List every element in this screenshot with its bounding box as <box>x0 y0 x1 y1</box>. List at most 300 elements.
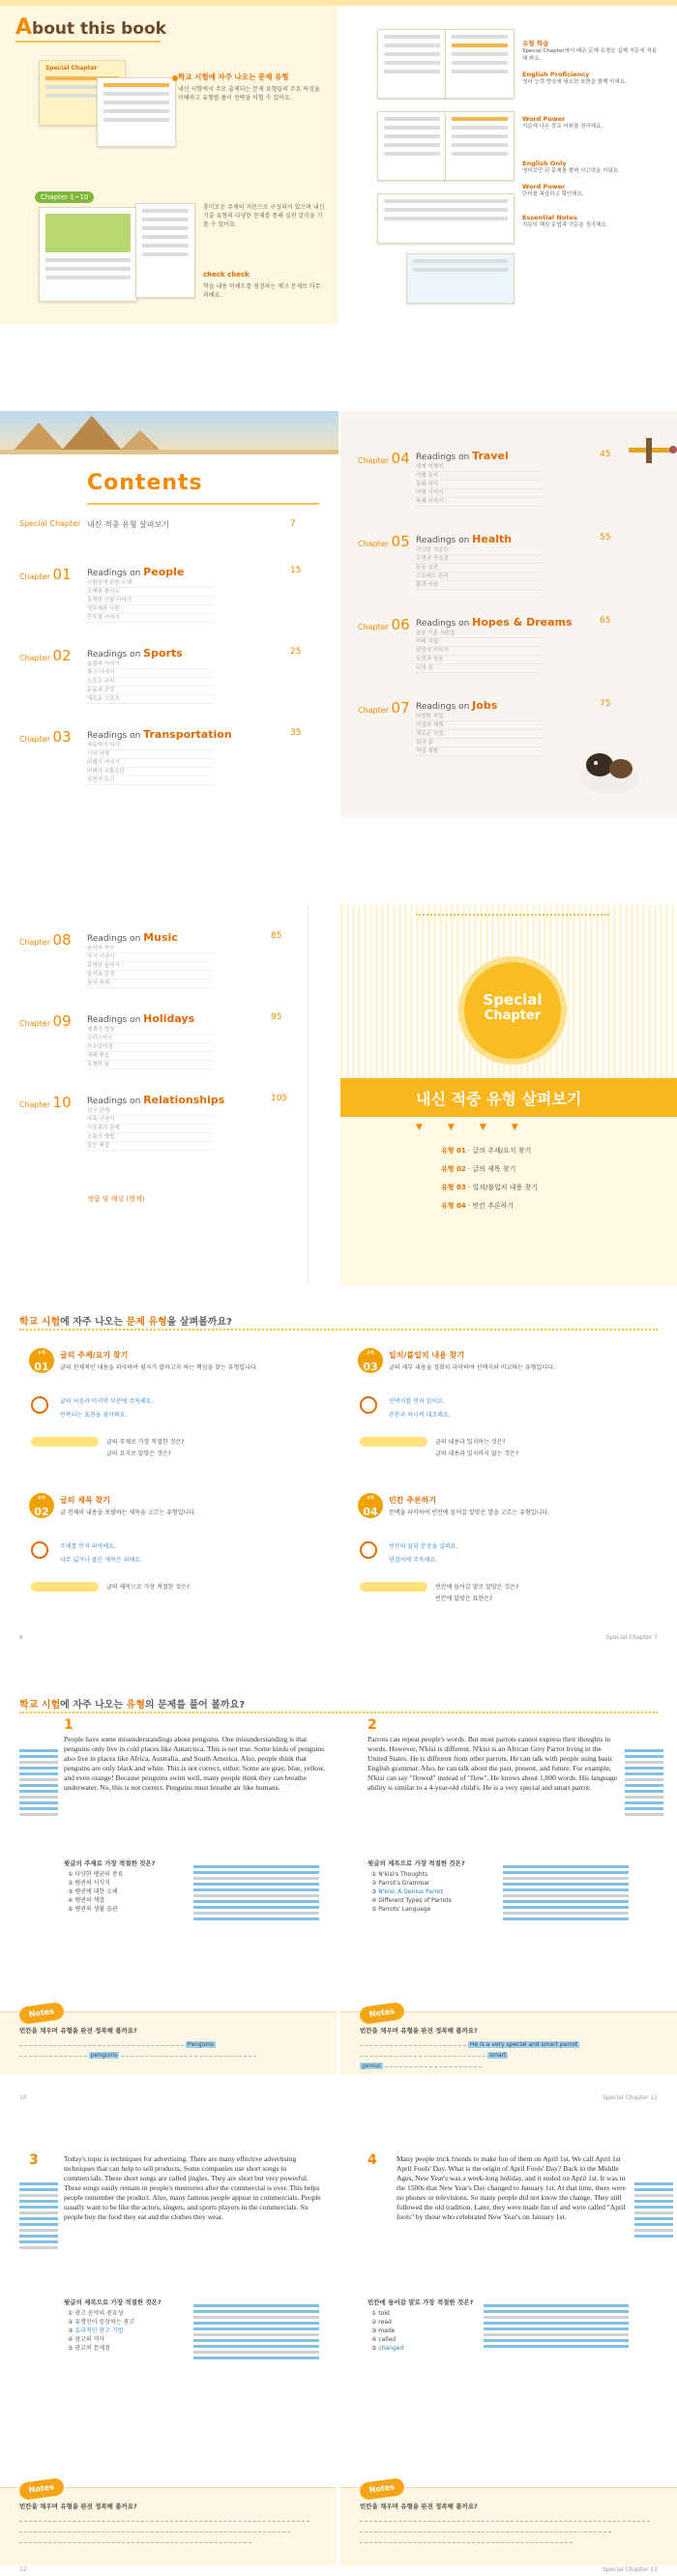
passage-4-question: 빈칸에 들어갈 말로 가장 적절한 것은? <box>368 2298 474 2306</box>
notes-answer-line <box>360 2039 669 2071</box>
explanation-notes <box>503 1862 629 1923</box>
answer-option-text: 광고의 문제점 <box>74 2345 110 2352</box>
right-item-heading: English Proficiency <box>522 71 590 78</box>
answer-option-text: told <box>378 2310 390 2317</box>
toc-chapter-label <box>358 616 416 633</box>
type-card-num-text: 03 <box>363 1361 378 1373</box>
toc-item: 직업의 세계 <box>416 721 542 730</box>
practice-heading-b: 에 자주 나오는 <box>60 1700 127 1711</box>
passage-2-question: 윗글의 제목으로 가장 적절한 것은? <box>368 1859 465 1867</box>
margin-notes <box>634 2180 673 2240</box>
toc-item: 자동차의 역사 <box>87 742 213 750</box>
contents-special-spread <box>0 904 677 1286</box>
right-item-heading: English Only <box>522 160 567 167</box>
answer-option[interactable]: ① told <box>371 2310 390 2317</box>
type-card-qtag <box>360 1437 427 1447</box>
toc-item: 새해 풍습 <box>87 1052 213 1061</box>
answer-option[interactable]: ② 유명인이 등장하는 광고 <box>68 2319 135 2326</box>
answer-option[interactable]: ④ 펭귄의 색깔 <box>68 1897 105 1904</box>
toc-chapter-num: 05 <box>391 533 410 550</box>
type-card-question: 글의 주제로 가장 적절한 것은? <box>106 1439 185 1446</box>
toc-chapter-word: Chapter <box>358 540 389 548</box>
answer-option-text: 펭귄의 색깔 <box>74 1897 105 1904</box>
practice-spread-a <box>0 1692 677 2108</box>
toc-chapter-label <box>19 647 77 664</box>
toc-chapter-label <box>19 931 77 949</box>
special-chapter-tag: Special Chapter <box>45 65 98 72</box>
type-card-num <box>29 1348 54 1373</box>
type-card-tag: 유형 <box>38 1350 45 1355</box>
right-items <box>522 39 658 229</box>
chapter-desc-visible <box>203 203 325 229</box>
toc-chapter-title <box>87 647 183 659</box>
answer-option[interactable]: ① N'kisi's Thoughts <box>371 1871 428 1878</box>
type-card-question: 글의 내용과 일치하지 않는 것은? <box>435 1450 519 1457</box>
type-card-num-text: 02 <box>34 1506 49 1518</box>
plane-icon <box>619 430 677 469</box>
chapter-preview <box>39 207 137 302</box>
toc-item: 스트레스 관리 <box>416 572 542 581</box>
toc-item: 가족 이야기 <box>87 1116 213 1125</box>
type-card-num <box>29 1493 54 1518</box>
passage-4-options <box>371 2309 403 2353</box>
about-title-rule <box>15 41 161 43</box>
toc-topic: Sports <box>143 647 183 659</box>
answer-option[interactable]: ② read <box>371 2319 392 2326</box>
magnifier-icon <box>31 1541 48 1559</box>
toc-items <box>416 713 542 756</box>
special-type-item[interactable]: 유형 01 · 글의 주제/요지 찾기 <box>441 1147 532 1155</box>
toc-item: 새로운 스포츠 <box>87 695 213 704</box>
practice-preview-3 <box>377 111 447 181</box>
toc-item: 사람들에 관한 오해 <box>87 579 213 588</box>
toc-chapter-num: 06 <box>391 616 410 633</box>
margin-notes <box>625 1746 663 1819</box>
toc-item: 일과 삶 <box>416 739 542 747</box>
right-item <box>522 71 658 86</box>
toc-page: 45 <box>600 450 611 459</box>
practice-preview-5 <box>377 193 515 244</box>
type-card-num <box>358 1493 383 1518</box>
toc-page: 55 <box>600 533 611 542</box>
types-heading-rule <box>19 1329 658 1331</box>
toc-item: 수면의 중요성 <box>416 555 542 564</box>
special-type-text: 일치/불일치 내용 찾기 <box>472 1184 539 1191</box>
contents-title: Contents <box>87 471 203 495</box>
toc-page: 25 <box>290 647 302 657</box>
answer-option[interactable]: ④ called <box>371 2336 397 2343</box>
toc-item: 꿈을 이룬 사람들 <box>416 629 542 638</box>
toc-item: 미래의 교통수단 <box>87 768 213 776</box>
notes-tag: Notes <box>18 2477 65 2501</box>
toc-chapter-word: Chapter <box>19 572 50 581</box>
answer-option-text: 유명인이 등장하는 광고 <box>74 2319 135 2326</box>
answer-key[interactable]: 정답 및 해설 (별책) <box>87 1195 145 1203</box>
toc-chapter-title <box>87 931 178 944</box>
type-card-title: 글의 제목 찾기 <box>60 1496 110 1505</box>
types-heading <box>19 1313 232 1328</box>
about-title <box>15 15 166 40</box>
types-spread <box>0 1305 677 1649</box>
answer-option-text: 광고 음악의 중요성 <box>74 2310 124 2317</box>
passage-2-options <box>371 1870 452 1914</box>
type-card-title: 빈칸 추론하기 <box>389 1496 437 1505</box>
toc-chapter-num: 07 <box>391 699 410 717</box>
special-type-item[interactable]: 유형 02 · 글의 제목 찾기 <box>441 1165 516 1173</box>
toc-item: 유명한 인물 이야기 <box>87 597 213 605</box>
type-card-question: 빈칸에 들어갈 말로 알맞은 것은? <box>435 1584 519 1591</box>
type-card-question: 글의 내용과 일치하는 것은? <box>435 1439 506 1446</box>
toc-item: 새로운 직업 <box>416 730 542 739</box>
special-banner-dots <box>416 914 609 920</box>
toc-readings-on: Readings on <box>87 1097 141 1106</box>
right-item <box>522 115 658 131</box>
toc-item: 스포츠 규칙 <box>87 678 213 687</box>
toc-topic: Music <box>143 931 178 944</box>
answer-option[interactable]: ③ made <box>371 2327 396 2334</box>
toc-readings-on: Readings on <box>87 650 141 659</box>
toc-chapter-title <box>416 533 512 545</box>
answer-option[interactable]: ④ 광고의 역사 <box>68 2336 105 2343</box>
check-desc: 학습 내용 이해도를 점검하는 체크 문제로 마무리해요. <box>203 283 321 299</box>
notes-box-right <box>340 2006 677 2074</box>
toc-item: 나의 꿈 <box>416 664 542 673</box>
toc-chapter-num: 01 <box>52 566 72 583</box>
special-type-label: 유형 04 <box>441 1202 466 1210</box>
contents-rule <box>87 503 319 505</box>
passage-number: 4 <box>368 2152 377 2168</box>
right-item-desc: 단어를 복습하고 확인해요. <box>522 191 584 197</box>
types-heading-b: 에 자주 나오는 <box>60 1317 127 1328</box>
special-type-text: 빈칸 추론하기 <box>472 1202 515 1210</box>
toc-chapter-word: Chapter <box>19 938 50 947</box>
toc-readings-on: Readings on <box>416 536 470 545</box>
essential-notes-preview <box>406 253 515 304</box>
chapter-desc-text: 흥미로운 주제의 지문으로 구성되어 있으며 내신 기출 유형의 다양한 문제를 통해 실전 감각을 기를 수 있어요. <box>203 204 325 228</box>
spread-gap <box>0 1649 677 1692</box>
magnifier-icon <box>360 1396 377 1414</box>
practice-heading-a: 학교 시험 <box>19 1700 61 1711</box>
toc-topic: Health <box>472 533 513 545</box>
toc-item: 음악과 감정 <box>87 971 213 980</box>
right-item-desc: 영어 능력 향상에 필요한 표현을 함께 익혀요. <box>522 79 627 85</box>
toc-chapter-label <box>358 533 416 550</box>
toc-chapter-title <box>416 616 573 629</box>
right-item-desc: Special Chapter에서 배운 문제 유형을 실제 지문에 적용해 봐요. <box>522 48 658 62</box>
chapter-tag: Chapter 1~10 <box>35 191 94 203</box>
toc-item: 친구 관계 <box>87 1107 213 1116</box>
type-card-title: 글의 주제/요지 찾기 <box>60 1351 129 1360</box>
answer-option-text: called <box>378 2336 397 2343</box>
right-item <box>522 160 658 175</box>
answer-option[interactable]: ② 펭귄의 서식지 <box>68 1880 110 1887</box>
answer-option-text: 펭귄의 생활 습관 <box>74 1906 118 1913</box>
toc-item: 세계 여행지 <box>416 463 542 472</box>
toc-items <box>87 1026 213 1069</box>
answer-option-text: 광고의 역사 <box>74 2336 105 2343</box>
notes-answer-line <box>360 2515 660 2547</box>
passage-3-text: Today's topic is techniques for advertising. There are many effective advertising techniques that can help to sell products. Some companies use short songs in commercials. These short songs are called jingles. They are short but very powerful. These songs easily remain in people's memories after the commercial is over. This helps people remember the product. Also, many famous people appear in commercials. People usually want to be like the actors, singers, and sports players in the commercials. So people buy the food they eat and the clothes they wear. <box>64 2154 321 2221</box>
margin-notes <box>19 2180 58 2252</box>
toc-chapter-title <box>87 1012 194 1025</box>
toc-topic: Transportation <box>143 728 232 741</box>
notes-box-right <box>340 2482 677 2565</box>
answer-option[interactable]: ⑤ 펭귄의 생활 습관 <box>68 1906 118 1913</box>
special-type-item[interactable]: 유형 04 · 빈칸 추론하기 <box>441 1202 515 1210</box>
answer-option-text: 효과적인 광고 기법 <box>74 2327 124 2334</box>
toc-topic: Jobs <box>472 699 498 712</box>
right-item <box>522 183 658 198</box>
type-card-desc: 글의 전체적인 내용을 파악하여 필자가 말하고자 하는 핵심을 찾는 유형입니다. <box>60 1364 258 1371</box>
toc-item: 올림픽 이야기 <box>87 660 213 669</box>
type-card-num-text: 01 <box>34 1361 49 1373</box>
answer-option-text: 펭귄의 서식지 <box>74 1880 110 1887</box>
magnifier-icon <box>360 1541 377 1559</box>
toc-item: 자전거 도시 <box>87 776 213 785</box>
toc-chapter-word: Chapter <box>358 706 389 715</box>
pyramids-svg <box>0 411 338 454</box>
toc-chapter-label <box>19 1094 77 1111</box>
toc-items <box>416 546 542 590</box>
toc-item: 특별한 날 <box>87 1061 213 1069</box>
answer-option[interactable]: ② Parrot's Grammar <box>371 1880 430 1887</box>
toc-chapter-label <box>19 1012 77 1030</box>
right-item-desc: 지문에 나온 중요 어휘를 정리해요. <box>522 124 603 130</box>
toc-items <box>416 463 542 507</box>
toc-special-label: Special Chapter <box>19 519 81 528</box>
toc-item: 도전과 성공 <box>416 656 542 664</box>
type-card-question: 빈칸에 알맞은 표현은? <box>435 1595 493 1602</box>
type-card-num <box>358 1348 383 1373</box>
toc-item: 음악 축제 <box>87 980 213 988</box>
toc-chapter-title <box>87 728 232 741</box>
special-type-text: 글의 제목 찾기 <box>472 1165 516 1173</box>
toc-item: 크리스마스 <box>87 1035 213 1043</box>
toc-items <box>87 579 213 623</box>
toc-chapter-word: Chapter <box>358 456 389 465</box>
toc-topic: People <box>143 566 185 578</box>
toc-item: 소통의 방법 <box>87 1133 213 1142</box>
toc-item: 축구 이야기 <box>87 669 213 678</box>
page-number-right: Special Chapter 11 <box>602 2094 658 2101</box>
practice-heading-d: 의 문제를 풀어 볼까요? <box>144 1700 246 1711</box>
notes-blank: Penguins <box>187 2041 215 2048</box>
toc-page: 75 <box>600 699 611 709</box>
toc-special-title: 내신 적중 유형 살펴보기 <box>87 520 169 529</box>
toc-item: 음악의 역사 <box>87 945 213 953</box>
toc-item: 직업 체험 <box>416 747 542 756</box>
passage-number: 2 <box>368 1717 377 1733</box>
toc-chapter-title <box>416 450 509 462</box>
answer-option-text: Different Types of Parrots <box>378 1897 452 1904</box>
type-card-question: 글의 제목으로 가장 적절한 것은? <box>106 1584 191 1591</box>
toc-chapter-num: 03 <box>52 728 72 746</box>
toc-readings-on: Readings on <box>87 569 141 578</box>
type-card-tip: 빈칸의 앞뒤 문장을 살펴요. <box>389 1543 458 1550</box>
toc-item: 여행 준비 <box>416 472 542 481</box>
answer-option[interactable]: ③ 효과적인 광고 기법 <box>68 2327 124 2334</box>
answer-option[interactable]: ① 광고 음악의 중요성 <box>68 2310 124 2317</box>
type-card-tip: 반복되는 표현을 찾아봐요. <box>60 1412 128 1419</box>
practice-heading-rule <box>19 1712 658 1713</box>
type-card-tip: 글의 처음과 마지막 부분에 주목해요. <box>60 1398 154 1405</box>
answer-option[interactable]: ③ 펭귄에 대한 오해 <box>68 1888 118 1895</box>
contents-spread <box>0 411 677 817</box>
toc-page: 35 <box>290 728 302 738</box>
type-card-qtag <box>31 1437 99 1447</box>
toc-readings-on: Readings on <box>87 1015 141 1025</box>
special-chapter-preview-2 <box>97 77 176 147</box>
toc-items <box>87 660 213 704</box>
notes-answer-line <box>19 2039 319 2061</box>
toc-chapter-label <box>358 450 416 467</box>
right-item-heading: Word Power <box>522 183 566 190</box>
toc-topic: Relationships <box>143 1094 225 1106</box>
toc-chapter-word: Chapter <box>19 735 50 744</box>
types-heading-a: 학교 시험 <box>19 1317 61 1328</box>
type-card-desc: 문맥을 파악하여 빈칸에 들어갈 알맞은 말을 고르는 유형입니다. <box>389 1509 549 1516</box>
type-card-desc: 글의 세부 내용을 정확히 파악하여 선택지와 비교하는 유형입니다. <box>389 1364 555 1371</box>
answer-option[interactable]: ⑤ 광고의 문제점 <box>68 2345 110 2352</box>
answer-option-text: read <box>378 2319 392 2326</box>
toc-page: 105 <box>271 1094 288 1103</box>
margin-notes <box>19 1746 58 1819</box>
type-card-qtag <box>31 1582 99 1592</box>
toc-item: 건강한 식습관 <box>416 546 542 555</box>
practice-spread-b <box>0 2147 677 2576</box>
toc-page: 95 <box>271 1012 282 1022</box>
type-card-qtag <box>360 1582 427 1592</box>
plane-photo <box>619 430 677 469</box>
type-card-tip: 선택지를 먼저 읽어요. <box>389 1398 445 1405</box>
right-item-heading: Word Power <box>522 115 566 123</box>
notes-box-left <box>0 2006 337 2074</box>
special-badge-line1: Special <box>483 991 543 1009</box>
check-heading: check check <box>203 271 250 278</box>
right-item <box>522 214 658 229</box>
toc-special-page: 7 <box>290 519 296 529</box>
right-item-desc: 영어로만 된 문제를 풀며 사고력을 키워요. <box>522 168 620 174</box>
chapter-preview-2 <box>135 203 195 298</box>
notes-question: 빈칸을 채우며 유형을 완전 정복해 볼까요? <box>19 2027 137 2034</box>
types-heading-d: 을 살펴볼까요? <box>166 1317 232 1328</box>
explanation-notes <box>193 1862 319 1923</box>
toc-topic: Hopes & Dreams <box>472 616 573 629</box>
toc-page: 85 <box>271 931 282 941</box>
practice-preview-1 <box>377 29 447 99</box>
type-card-tag: 유형 <box>367 1495 374 1500</box>
notes-blank: smart <box>488 2052 507 2059</box>
toc-chapter-num: 08 <box>52 931 72 949</box>
toc-item: 비행기 이야기 <box>87 759 213 768</box>
toc-chapter-title <box>416 699 497 712</box>
special-type-item[interactable]: 유형 03 · 일치/불일치 내용 찾기 <box>441 1184 539 1191</box>
special-types <box>441 1146 538 1211</box>
page-number-left: 6 <box>19 1634 23 1641</box>
passage-1-options <box>68 1870 123 1914</box>
practice-preview-2 <box>445 29 515 99</box>
toc-item: 다양한 직업 <box>416 713 542 721</box>
toc-items <box>416 629 542 673</box>
type-card-tip: 본문과 하나씩 대조해요. <box>389 1412 451 1419</box>
toc-readings-on: Readings on <box>87 934 141 944</box>
type-card-desc: 글 전체의 내용을 포괄하는 제목을 고르는 유형입니다. <box>60 1509 196 1516</box>
answer-option-text: Parrots' Language <box>378 1906 431 1913</box>
answer-option[interactable]: ③ N'kisi: A Genius Parrot <box>371 1888 443 1895</box>
special-badge <box>464 962 561 1059</box>
toc-page: 15 <box>290 566 302 575</box>
spread-gap <box>0 324 677 411</box>
dog-icon <box>571 740 648 798</box>
type-card-03 <box>348 1344 658 1489</box>
special-desc: 내신 시험에서 주로 출제되는 문제 유형들의 주요 특징을 이해하고 유형별 풀이 전략을 익힐 수 있어요. <box>178 86 320 102</box>
notes-blank: penguins <box>90 2052 118 2059</box>
toc-chapter-label <box>19 566 77 583</box>
toc-chapter-word: Chapter <box>19 1019 50 1028</box>
pyramid-photo <box>0 411 338 454</box>
toc-page: 65 <box>600 616 611 626</box>
passage-3-options <box>68 2309 134 2353</box>
right-item-heading: 유형 학습 <box>522 40 549 47</box>
dog-photo <box>571 740 648 798</box>
notes-question: 빈칸을 채우며 유형을 완전 정복해 볼까요? <box>19 2503 137 2510</box>
right-item-desc: 지문의 핵심 문법과 구문을 정리해요. <box>522 222 608 228</box>
answer-option-text: changed <box>378 2345 404 2352</box>
toc-readings-on: Readings on <box>416 702 470 712</box>
notes-tag: Notes <box>359 2002 405 2025</box>
type-card-tip: 연결어에 주목해요. <box>389 1557 438 1564</box>
toc-item: 갈등 해결 <box>87 1142 213 1151</box>
about-spread <box>0 0 677 324</box>
notes-blank: He is a very special and smart parrot <box>469 2041 578 2048</box>
about-title-first: A <box>15 15 33 40</box>
type-card-tip: 너무 넓거나 좁은 제목은 피해요. <box>60 1557 142 1564</box>
notes-question: 빈칸을 채우며 유형을 완전 정복해 볼까요? <box>360 2503 478 2510</box>
toc-chapter-word: Chapter <box>19 654 50 662</box>
special-type-label: 유형 03 <box>441 1184 466 1191</box>
explanation-notes <box>193 2301 319 2362</box>
toc-item: 추수감사절 <box>87 1043 213 1052</box>
toc-items <box>87 742 213 785</box>
toc-items <box>87 1107 213 1151</box>
answer-option-text: made <box>378 2327 396 2334</box>
notes-tag: Notes <box>18 2002 65 2025</box>
explanation-notes <box>484 2301 629 2351</box>
toc-item: 운동 습관 <box>416 564 542 572</box>
answer-option-text: N'kisi: A Genius Parrot <box>378 1888 443 1895</box>
passage-3-question: 윗글의 제목으로 가장 적절한 것은? <box>64 2298 162 2306</box>
toc-chapter-num: 04 <box>391 450 410 467</box>
toc-chapter-num: 02 <box>52 647 72 664</box>
special-heading: 학교 시험에 자주 나오는 문제 유형 <box>178 73 289 81</box>
practice-heading <box>19 1696 245 1711</box>
toc-item: 여행 이야기 <box>416 489 542 498</box>
special-title: 내신 적중 유형 살펴보기 <box>416 1090 582 1108</box>
toc-item: 유명한 음악가 <box>87 962 213 971</box>
answer-option[interactable]: ⑤ Parrots' Language <box>371 1906 431 1913</box>
notes-question: 빈칸을 채우며 유형을 완전 정복해 볼까요? <box>360 2027 478 2034</box>
notes-box-left <box>0 2482 337 2565</box>
spread-gap <box>0 817 677 904</box>
page-number-right: Special Chapter 7 <box>605 1634 658 1641</box>
passage-4-text: Many people trick friends to make fun of them on April 1st. We call April 1st April Fools' Day. What is the origin of April Fools' Day? Back to the Middle Ages, New Year's was a week-long holiday, and it ended on April 1st. It was in the 1500s that New Year's Day changed to January 1st. At that time, there were no phones or televisions. So many people did not know the change. They still followed the old tradition. Later, they were made fun of and were called "April fools" by those who celebrated New Year's on January 1st. <box>397 2154 626 2221</box>
special-badge-line2: Chapter <box>484 1009 542 1023</box>
answer-option[interactable]: ① 다양한 펭귄의 종류 <box>68 1871 124 1878</box>
practice-heading-c: 유형 <box>126 1700 145 1711</box>
answer-option[interactable]: ⑤ changed <box>371 2345 404 2352</box>
answer-option[interactable]: ④ Different Types of Parrots <box>371 1897 452 1904</box>
type-card-04 <box>348 1489 658 1634</box>
